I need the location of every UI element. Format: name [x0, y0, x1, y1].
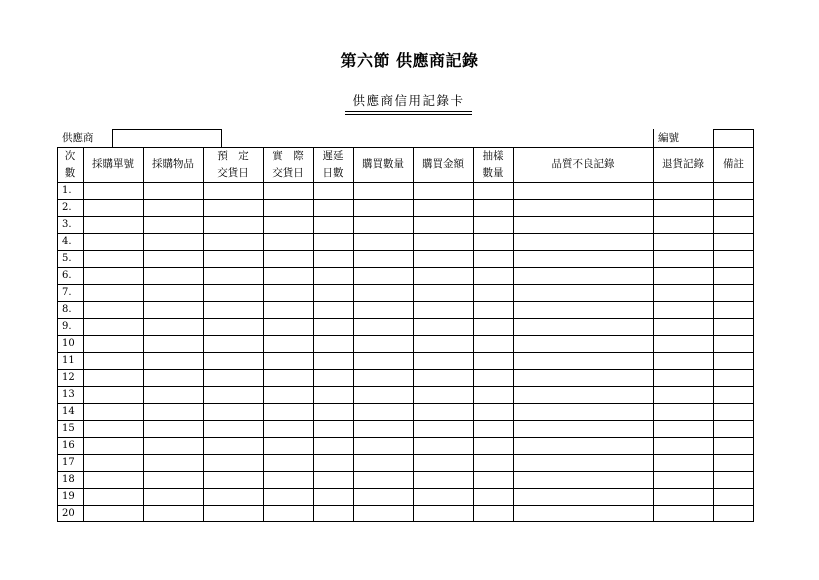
table-cell[interactable] — [204, 353, 262, 368]
table-cell[interactable] — [264, 404, 312, 419]
table-cell[interactable] — [264, 251, 312, 266]
table-cell[interactable] — [314, 319, 352, 334]
table-cell[interactable] — [474, 506, 512, 521]
table-cell[interactable] — [654, 285, 712, 300]
row-number: 3. — [62, 219, 72, 230]
table-cell[interactable] — [354, 217, 412, 232]
table-cell[interactable] — [514, 200, 652, 215]
table-cell[interactable] — [514, 370, 652, 385]
table-cell[interactable] — [264, 353, 312, 368]
supplier-label: 供應商 — [62, 132, 94, 144]
table-cell[interactable] — [714, 370, 753, 385]
table-cell[interactable] — [354, 404, 412, 419]
table-cell[interactable] — [474, 387, 512, 402]
table-cell[interactable] — [414, 183, 472, 198]
column-header — [203, 147, 263, 182]
table-cell[interactable] — [654, 421, 712, 436]
column-header — [353, 147, 413, 182]
table-cell[interactable] — [414, 234, 472, 249]
table-cell[interactable] — [204, 183, 262, 198]
table-cell[interactable] — [144, 370, 202, 385]
table-cell[interactable] — [714, 268, 753, 283]
row-number: 10 — [62, 338, 75, 349]
table-cell[interactable] — [514, 217, 652, 232]
table-cell[interactable] — [474, 234, 512, 249]
table-cell[interactable] — [414, 489, 472, 504]
table-cell[interactable] — [354, 319, 412, 334]
table-cell[interactable] — [204, 200, 262, 215]
row-number: 17 — [62, 457, 75, 468]
table-cell[interactable] — [84, 370, 142, 385]
column-header-line2: 交貨日 — [272, 166, 304, 179]
table-cell[interactable] — [264, 234, 312, 249]
table-cell[interactable] — [314, 472, 352, 487]
table-cell[interactable] — [514, 421, 652, 436]
column-header-line1: 品質不良記錄 — [551, 158, 615, 170]
table-cell[interactable] — [714, 336, 753, 351]
row-number: 7. — [62, 287, 72, 298]
table-cell[interactable] — [474, 285, 512, 300]
table-cell[interactable] — [714, 387, 753, 402]
section-title: 第六節 供應商記錄 — [340, 51, 479, 70]
row-number: 2. — [62, 202, 72, 213]
table-cell[interactable] — [654, 370, 712, 385]
row-number: 18 — [62, 474, 75, 485]
table-cell[interactable] — [204, 336, 262, 351]
table-cell[interactable] — [144, 438, 202, 453]
table-cell[interactable] — [84, 404, 142, 419]
number-field[interactable] — [713, 129, 754, 147]
table-cell[interactable] — [714, 234, 753, 249]
table-cell[interactable] — [144, 506, 202, 521]
row-number: 15 — [62, 423, 75, 434]
table-cell[interactable] — [314, 353, 352, 368]
column-header — [653, 147, 713, 182]
table-cell[interactable] — [414, 302, 472, 317]
table-cell[interactable] — [714, 302, 753, 317]
table-cell[interactable] — [354, 336, 412, 351]
table-cell[interactable] — [144, 268, 202, 283]
table-cell[interactable] — [84, 455, 142, 470]
table-cell[interactable] — [654, 251, 712, 266]
table-cell[interactable] — [84, 489, 142, 504]
table-cell[interactable] — [354, 421, 412, 436]
row-number: 6. — [62, 270, 72, 281]
column-header-line2: 交貨日 — [217, 166, 249, 179]
table-cell[interactable] — [654, 387, 712, 402]
table-cell[interactable] — [144, 404, 202, 419]
table-cell[interactable] — [714, 353, 753, 368]
table-cell[interactable] — [714, 251, 753, 266]
column-header — [143, 147, 203, 182]
column-header — [413, 147, 473, 182]
table-cell[interactable] — [144, 387, 202, 402]
table-cell[interactable] — [654, 489, 712, 504]
table-cell[interactable] — [354, 438, 412, 453]
table-cell[interactable] — [654, 336, 712, 351]
table-cell[interactable] — [204, 438, 262, 453]
table-cell[interactable] — [84, 421, 142, 436]
table-cell[interactable] — [84, 302, 142, 317]
table-cell[interactable] — [84, 234, 142, 249]
table-cell[interactable] — [714, 404, 753, 419]
table-cell[interactable] — [314, 404, 352, 419]
table-cell[interactable] — [144, 336, 202, 351]
table-cell[interactable] — [84, 472, 142, 487]
table-cell[interactable] — [354, 472, 412, 487]
table-cell[interactable] — [84, 387, 142, 402]
table-cell[interactable] — [314, 200, 352, 215]
table-cell[interactable] — [474, 489, 512, 504]
row-number: 4. — [62, 236, 72, 247]
table-cell[interactable] — [314, 387, 352, 402]
table-cell[interactable] — [714, 217, 753, 232]
table-cell[interactable] — [264, 285, 312, 300]
table-cell[interactable] — [264, 302, 312, 317]
table-cell[interactable] — [354, 285, 412, 300]
table-cell[interactable] — [654, 319, 712, 334]
table-cell[interactable] — [714, 438, 753, 453]
column-header-line2: 數 — [64, 166, 76, 179]
table-cell[interactable] — [514, 506, 652, 521]
table-cell[interactable] — [654, 268, 712, 283]
form-subtitle: 供應商信用記錄卡 — [345, 91, 472, 112]
table-cell[interactable] — [714, 489, 753, 504]
table-cell[interactable] — [474, 455, 512, 470]
table-cell[interactable] — [264, 217, 312, 232]
table-cell[interactable] — [264, 506, 312, 521]
table-cell[interactable] — [204, 506, 262, 521]
column-header-line1: 備註 — [723, 158, 744, 170]
table-cell[interactable] — [204, 319, 262, 334]
table-cell[interactable] — [354, 387, 412, 402]
table-cell[interactable] — [414, 285, 472, 300]
table-cell[interactable] — [144, 200, 202, 215]
row-number: 19 — [62, 491, 75, 502]
row-number: 12 — [62, 372, 75, 383]
column-header-line1: 購買數量 — [362, 158, 404, 170]
table-cell[interactable] — [354, 251, 412, 266]
table-cell[interactable] — [474, 421, 512, 436]
table-cell[interactable] — [144, 183, 202, 198]
table-cell[interactable] — [474, 251, 512, 266]
table-cell[interactable] — [264, 438, 312, 453]
table-cell[interactable] — [514, 472, 652, 487]
table-cell[interactable] — [144, 353, 202, 368]
table-cell[interactable] — [714, 285, 753, 300]
table-cell[interactable] — [314, 183, 352, 198]
table-cell[interactable] — [144, 421, 202, 436]
table-cell[interactable] — [714, 183, 753, 198]
column-header — [713, 147, 754, 182]
table-cell[interactable] — [474, 200, 512, 215]
table-cell[interactable] — [144, 489, 202, 504]
table-cell[interactable] — [144, 319, 202, 334]
table-cell[interactable] — [414, 370, 472, 385]
table-cell[interactable] — [514, 387, 652, 402]
column-header — [473, 147, 513, 182]
table-cell[interactable] — [474, 268, 512, 283]
table-cell[interactable] — [204, 268, 262, 283]
table-cell[interactable] — [414, 404, 472, 419]
row-number: 9. — [62, 321, 72, 332]
table-cell[interactable] — [144, 251, 202, 266]
table-cell[interactable] — [84, 200, 142, 215]
table-cell[interactable] — [314, 268, 352, 283]
column-header — [263, 147, 313, 182]
table-cell[interactable] — [654, 472, 712, 487]
table-cell[interactable] — [474, 472, 512, 487]
table-cell[interactable] — [204, 455, 262, 470]
column-header-line1: 採購單號 — [92, 158, 134, 170]
table-cell[interactable] — [314, 336, 352, 351]
table-cell[interactable] — [204, 217, 262, 232]
table-cell[interactable] — [654, 506, 712, 521]
table-cell[interactable] — [714, 319, 753, 334]
table-cell[interactable] — [654, 183, 712, 198]
table-cell[interactable] — [144, 217, 202, 232]
table-cell[interactable] — [514, 404, 652, 419]
table-cell[interactable] — [414, 268, 472, 283]
table-cell[interactable] — [354, 455, 412, 470]
table-cell[interactable] — [414, 217, 472, 232]
table-cell[interactable] — [474, 353, 512, 368]
table-cell[interactable] — [314, 285, 352, 300]
table-cell[interactable] — [264, 268, 312, 283]
table-cell[interactable] — [264, 336, 312, 351]
table-cell[interactable] — [264, 183, 312, 198]
table-cell[interactable] — [144, 455, 202, 470]
table-cell[interactable] — [414, 506, 472, 521]
table-cell[interactable] — [654, 217, 712, 232]
table-cell[interactable] — [654, 200, 712, 215]
table-cell[interactable] — [144, 472, 202, 487]
table-cell[interactable] — [514, 251, 652, 266]
table-cell[interactable] — [314, 455, 352, 470]
row-number: 5. — [62, 253, 72, 264]
table-cell[interactable] — [84, 285, 142, 300]
column-header-line2: 數量 — [482, 166, 504, 179]
table-cell[interactable] — [414, 472, 472, 487]
table-cell[interactable] — [84, 217, 142, 232]
table-cell[interactable] — [354, 183, 412, 198]
table-cell[interactable] — [714, 455, 753, 470]
table-cell[interactable] — [414, 336, 472, 351]
table-cell[interactable] — [84, 268, 142, 283]
table-cell[interactable] — [204, 421, 262, 436]
table-cell[interactable] — [84, 353, 142, 368]
table-cell[interactable] — [204, 472, 262, 487]
table-cell[interactable] — [84, 506, 142, 521]
table-cell[interactable] — [354, 353, 412, 368]
table-cell[interactable] — [314, 217, 352, 232]
table-cell[interactable] — [144, 234, 202, 249]
table-cell[interactable] — [514, 302, 652, 317]
column-header-line1: 退貨記錄 — [662, 158, 704, 170]
column-header-line2: 日數 — [322, 166, 344, 179]
table-cell[interactable] — [414, 421, 472, 436]
row-number: 14 — [62, 406, 75, 417]
supplier-field[interactable] — [112, 129, 222, 147]
table-cell[interactable] — [514, 438, 652, 453]
table-cell[interactable] — [414, 353, 472, 368]
table-cell[interactable] — [314, 370, 352, 385]
table-cell[interactable] — [714, 200, 753, 215]
column-header-line1: 次 — [64, 149, 76, 162]
row-number: 16 — [62, 440, 75, 451]
row-number: 8. — [62, 304, 72, 315]
table-cell[interactable] — [314, 251, 352, 266]
table-cell[interactable] — [204, 489, 262, 504]
table-cell[interactable] — [354, 268, 412, 283]
column-header-line1: 購買金額 — [422, 158, 464, 170]
row-number: 11 — [62, 355, 75, 366]
number-label-divider — [653, 129, 654, 147]
table-cell[interactable] — [414, 319, 472, 334]
table-cell[interactable] — [654, 234, 712, 249]
table-cell[interactable] — [264, 472, 312, 487]
table-cell[interactable] — [314, 506, 352, 521]
table-cell[interactable] — [354, 302, 412, 317]
table-cell[interactable] — [474, 302, 512, 317]
table-cell[interactable] — [474, 438, 512, 453]
table-cell[interactable] — [474, 370, 512, 385]
table-cell[interactable] — [84, 183, 142, 198]
table-cell[interactable] — [714, 421, 753, 436]
column-header — [513, 147, 653, 182]
table-cell[interactable] — [414, 455, 472, 470]
table-cell[interactable] — [354, 370, 412, 385]
column-header-line1: 採購物品 — [152, 158, 194, 170]
table-cell[interactable] — [714, 506, 753, 521]
row-number: 20 — [62, 508, 75, 519]
table-cell[interactable] — [354, 489, 412, 504]
table-cell[interactable] — [204, 234, 262, 249]
table-cell[interactable] — [414, 251, 472, 266]
column-header — [57, 147, 83, 182]
table-cell[interactable] — [314, 234, 352, 249]
table-cell[interactable] — [474, 183, 512, 198]
table-cell[interactable] — [204, 285, 262, 300]
table-cell[interactable] — [264, 370, 312, 385]
table-cell[interactable] — [414, 438, 472, 453]
table-cell[interactable] — [264, 421, 312, 436]
table-cell[interactable] — [314, 438, 352, 453]
table-cell[interactable] — [204, 404, 262, 419]
table-cell[interactable] — [654, 353, 712, 368]
table-cell[interactable] — [314, 421, 352, 436]
table-cell[interactable] — [204, 251, 262, 266]
column-header-line1: 抽樣 — [482, 149, 504, 162]
table-cell[interactable] — [474, 336, 512, 351]
table-cell[interactable] — [314, 302, 352, 317]
table-cell[interactable] — [264, 489, 312, 504]
table-cell[interactable] — [84, 319, 142, 334]
table-cell[interactable] — [84, 438, 142, 453]
column-header-line1: 實 際 — [272, 149, 304, 162]
table-cell[interactable] — [354, 506, 412, 521]
table-cell[interactable] — [84, 251, 142, 266]
table-cell[interactable] — [654, 455, 712, 470]
table-cell[interactable] — [514, 319, 652, 334]
column-header — [313, 147, 353, 182]
table-cell[interactable] — [354, 234, 412, 249]
row-number: 13 — [62, 389, 75, 400]
table-cell[interactable] — [354, 200, 412, 215]
table-cell[interactable] — [654, 404, 712, 419]
column-header-line1: 遲延 — [322, 149, 344, 162]
column-header-line1: 預 定 — [217, 149, 249, 162]
row-number: 1. — [62, 185, 72, 196]
table-cell[interactable] — [414, 200, 472, 215]
table-cell[interactable] — [514, 455, 652, 470]
table-cell[interactable] — [264, 455, 312, 470]
table-cell[interactable] — [144, 302, 202, 317]
table-cell[interactable] — [654, 302, 712, 317]
table-cell[interactable] — [514, 285, 652, 300]
table-cell[interactable] — [314, 489, 352, 504]
table-cell[interactable] — [264, 387, 312, 402]
table-cell[interactable] — [654, 438, 712, 453]
table-cell[interactable] — [474, 319, 512, 334]
table-cell[interactable] — [714, 472, 753, 487]
table-cell[interactable] — [204, 370, 262, 385]
number-label: 編號 — [658, 132, 679, 144]
table-cell[interactable] — [84, 336, 142, 351]
table-cell[interactable] — [514, 336, 652, 351]
table-cell[interactable] — [474, 404, 512, 419]
table-cell[interactable] — [204, 387, 262, 402]
table-cell[interactable] — [514, 234, 652, 249]
table-cell[interactable] — [264, 200, 312, 215]
table-cell[interactable] — [514, 489, 652, 504]
column-header — [83, 147, 143, 182]
table-cell[interactable] — [514, 353, 652, 368]
table-cell[interactable] — [514, 183, 652, 198]
table-cell[interactable] — [414, 387, 472, 402]
table-cell[interactable] — [264, 319, 312, 334]
table-cell[interactable] — [144, 285, 202, 300]
table-cell[interactable] — [204, 302, 262, 317]
table-cell[interactable] — [514, 268, 652, 283]
table-cell[interactable] — [474, 217, 512, 232]
